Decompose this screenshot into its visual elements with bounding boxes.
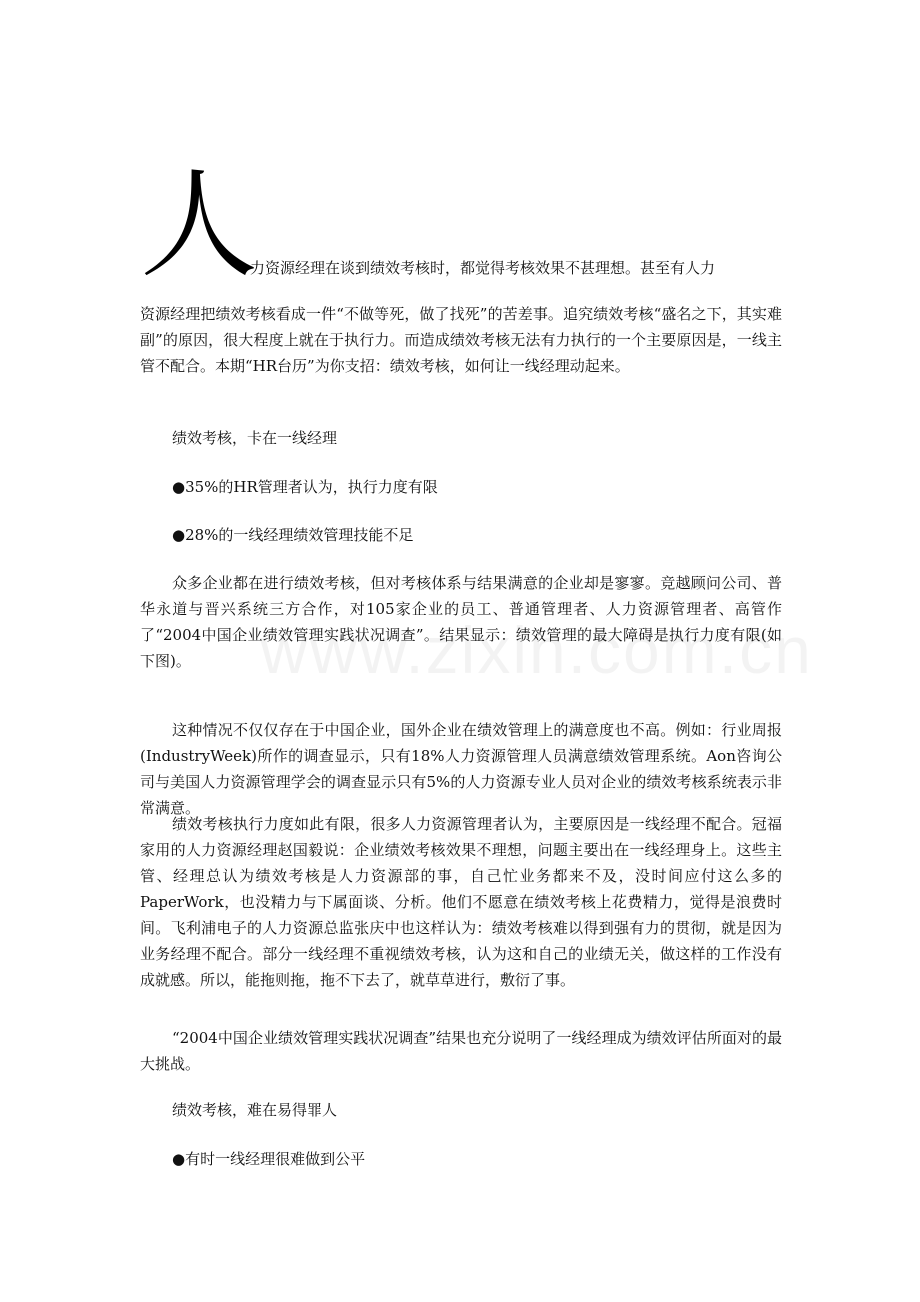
bullet-item-3: ●有时一线经理很难做到公平 [172,1150,366,1168]
section-heading-2: 绩效考核，难在易得罪人 [172,1101,338,1119]
body-paragraph-3: 绩效考核执行力度如此有限，很多人力资源管理者认为，主要原因是一线经理不配合。冠福家用的人力资源经理赵国毅说：企业绩效考核效果不理想，问题主要出在一线经理身上。这些主管、经理总认为绩效考核是人力资源部的事，自己忙业务都来不及，没时间应付这么多的PaperWork，也没精力与下属面谈、分析。他们不愿意在绩效考核上花费精力，觉得是浪费时间。飞利浦电子的人力资源总监张庆中也这样认为：绩效考核难以得到强有力的贯彻，就是因为业务经理不配合。部分一线经理不重视绩效考核，认为这和自己的业绩无关，做这样的工作没有成就感。所以，能拖则拖，拖不下去了，就草草进行，敷衍了事。 [140,815,782,989]
drop-cap: 人 [140,156,259,294]
bullet-item-2: ●28%的一线经理绩效管理技能不足 [172,526,414,544]
body-paragraph-1: 众多企业都在进行绩效考核，但对考核体系与结果满意的企业却是寥寥。竞越顾问公司、普华永道与晋兴系统三方合作，对105家企业的员工、普通管理者、人力资源管理者、高管作了“2004中国企业绩效管理实践状况调查”。结果显示：绩效管理的最大障碍是执行力度有限(如下图)。 [140,574,782,670]
bullet-item-1: ●35%的HR管理者认为，执行力度有限 [172,478,438,496]
intro-first-line: 力资源经理在谈到绩效考核时，都觉得考核效果不甚理想。甚至有人力 [250,259,716,277]
section-heading-1: 绩效考核，卡在一线经理 [172,429,338,447]
body-paragraph-4: “2004中国企业绩效管理实践状况调查”结果也充分说明了一线经理成为绩效评估所面对的最大挑战。 [140,1029,782,1073]
intro-paragraph: 资源经理把绩效考核看成一件“不做等死，做了找死”的苦差事。追究绩效考核“盛名之下，其实难副”的原因，很大程度上就在于执行力。而造成绩效考核无法有力执行的一个主要原因是，一线主管不配合。本期“HR台历”为你支招：绩效考核，如何让一线经理动起来。 [140,305,782,375]
body-paragraph-2: 这种情况不仅仅存在于中国企业，国外企业在绩效管理上的满意度也不高。例如：行业周报(IndustryWeek)所作的调查显示，只有18%人力资源管理人员满意绩效管理系统。Aon咨询公司与美国人力资源管理学会的调查显示只有5%的人力资源专业人员对企业的绩效考核系统表示非常满意。 [140,721,782,817]
